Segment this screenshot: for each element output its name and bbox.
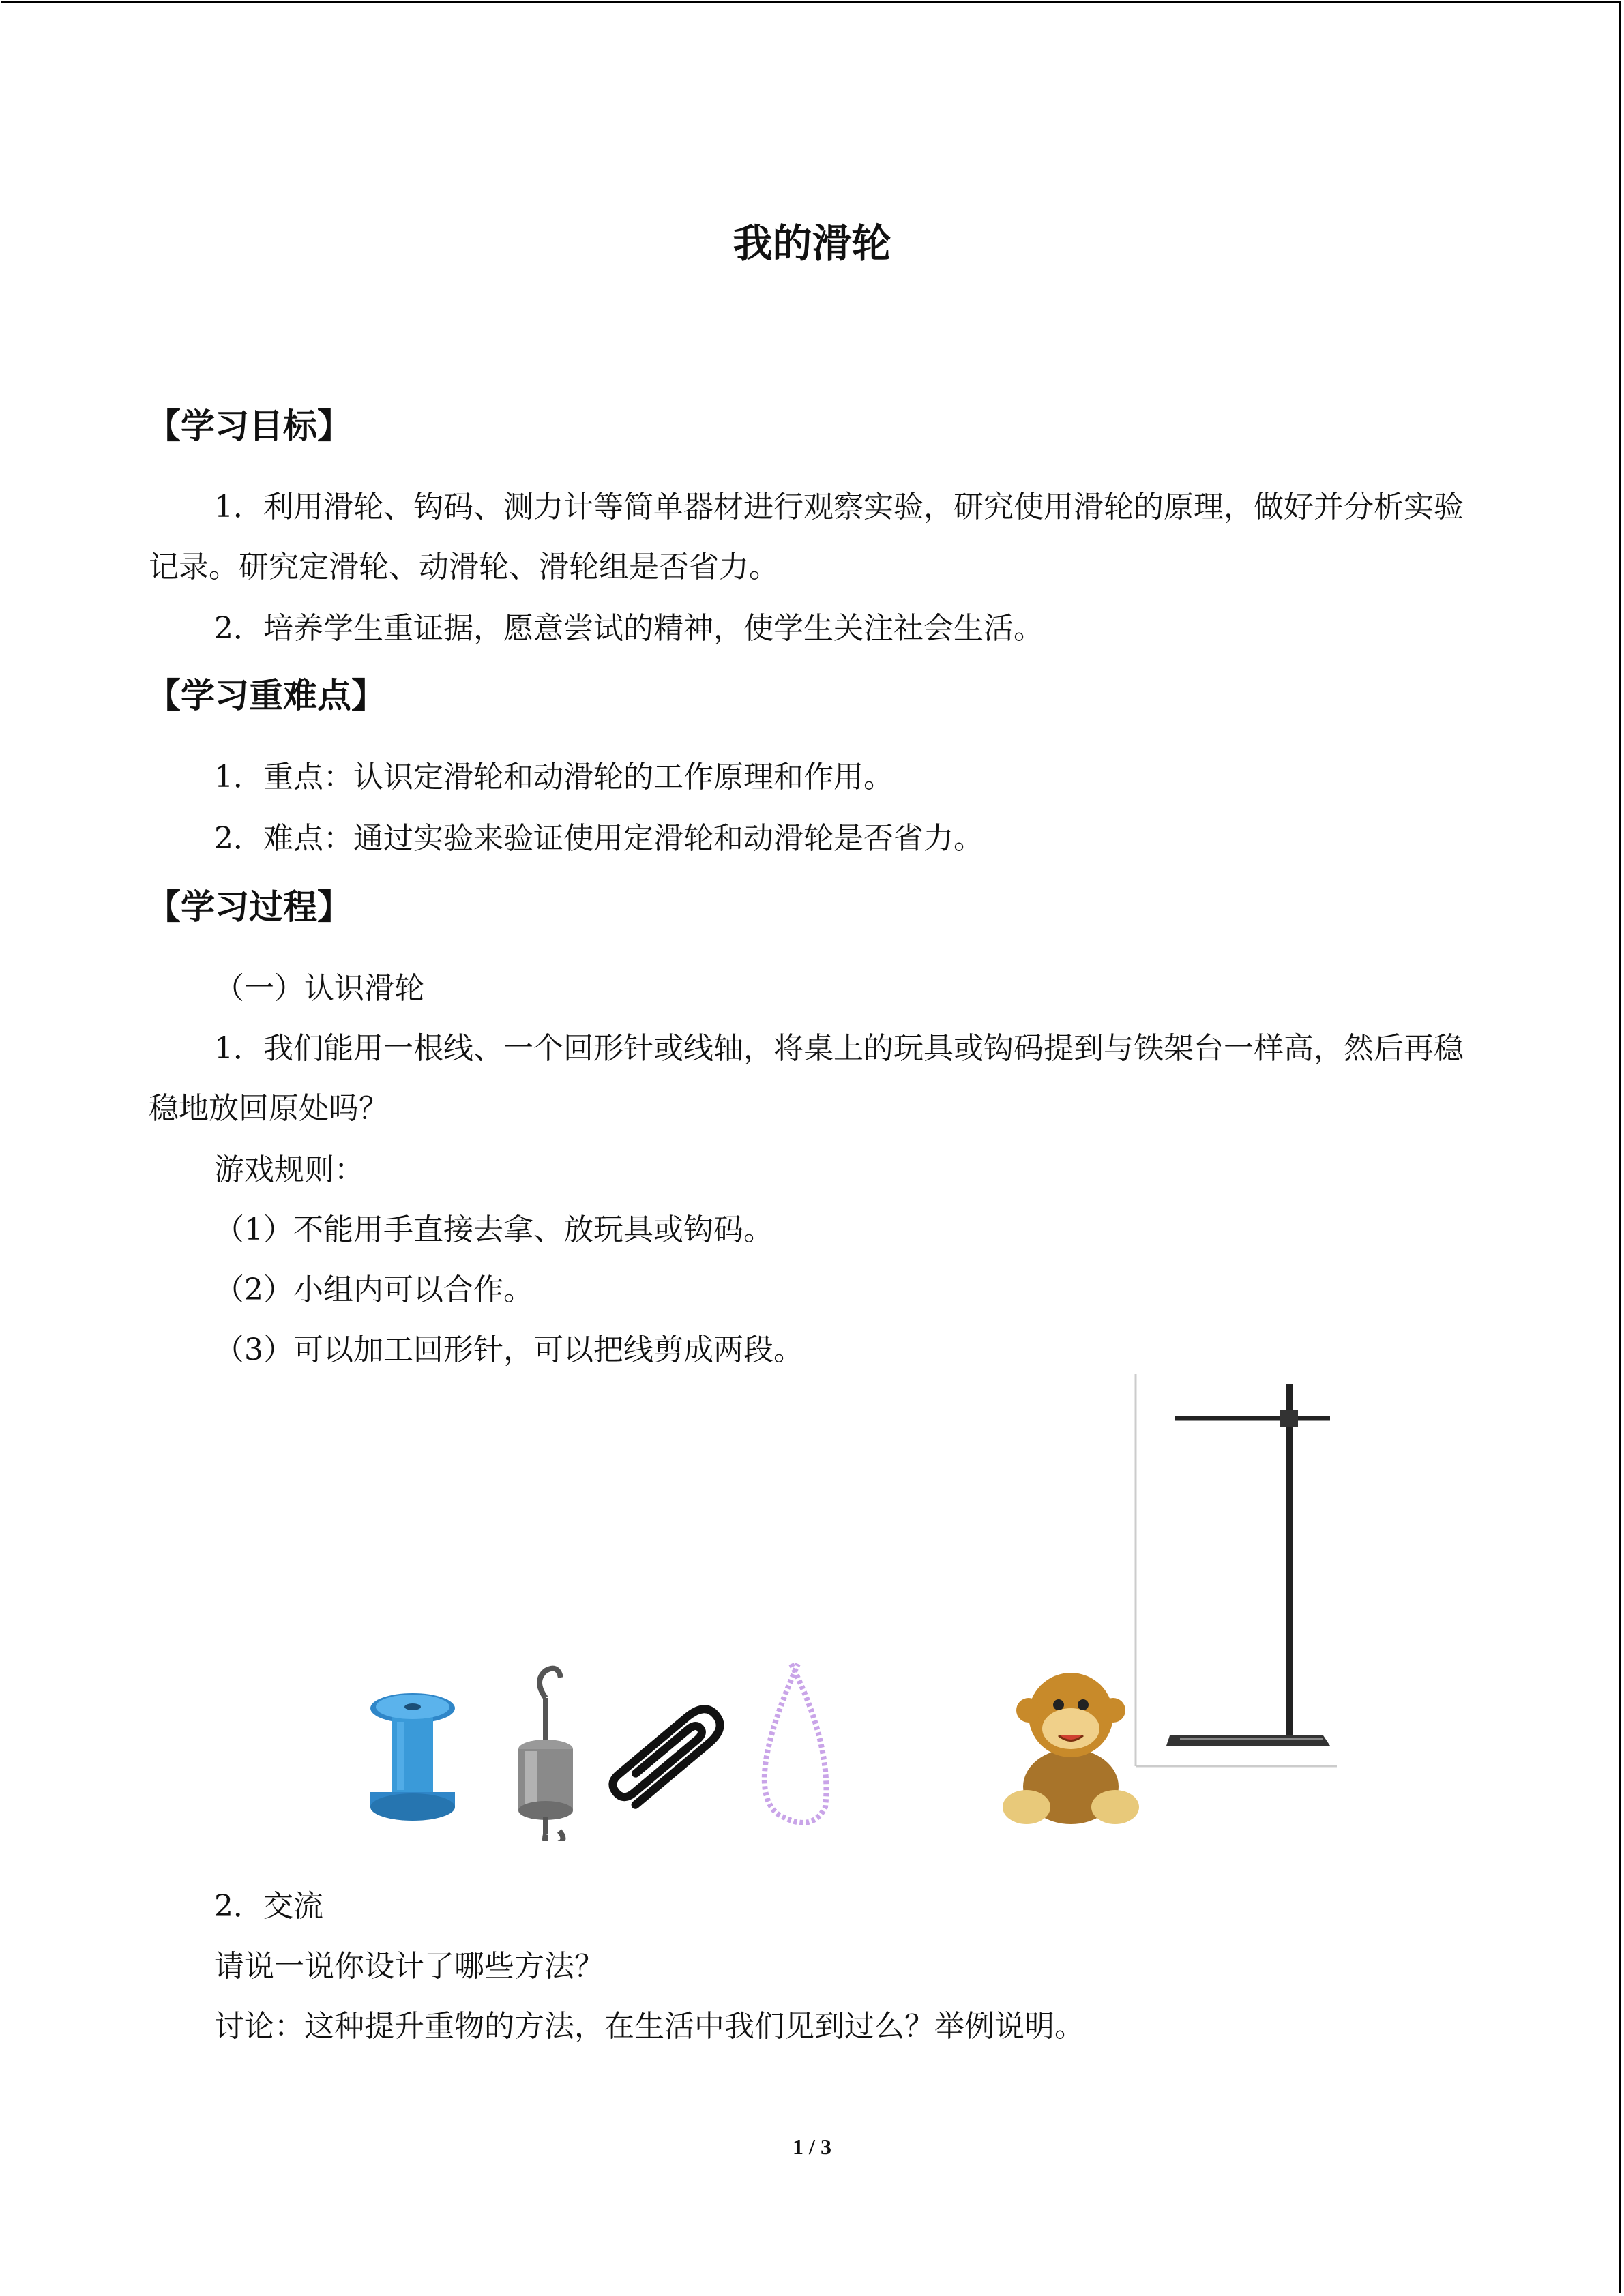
- discussion-text: 讨论：这种提升重物的方法，在生活中我们见到过么？举例说明。: [214, 2009, 1084, 2044]
- process-question-1: 1．我们能用一根线、一个回形针或线轴，将桌上的玩具或钩码提到与铁架台一样高，然后再稳稳地放回原处吗？: [149, 1031, 1464, 1126]
- rules-label: 游戏规则：: [214, 1152, 364, 1187]
- keypoint-item-1: 1．重点：认识定滑轮和动滑轮的工作原理和作用。: [214, 760, 894, 794]
- goal-item-2: 2．培养学生重证据，愿意尝试的精神，使学生关注社会生活。: [214, 611, 1044, 646]
- page-number: 1 / 3: [793, 2134, 831, 2159]
- rule-item-2: （2）小组内可以合作。: [214, 1272, 533, 1307]
- process-question-2: 2．交流: [214, 1889, 323, 1924]
- paperclip-icon: [608, 1702, 727, 1809]
- spool-icon: [370, 1693, 455, 1821]
- page-title: 我的滑轮: [733, 220, 891, 267]
- rule-item-1: （1）不能用手直接去拿、放玩具或钩码。: [214, 1212, 773, 1247]
- prompt-text: 请说一说你设计了哪些方法？: [214, 1949, 604, 1984]
- process-subheading: （一）认识滑轮: [214, 971, 424, 1006]
- goal-item-1: 1．利用滑轮、钩码、测力计等简单器材进行观察实验，研究使用滑轮的原理，做好并分析实验记录。研究定滑轮、动滑轮、滑轮组是否省力。: [149, 490, 1464, 584]
- experiment-figure: [355, 1364, 1350, 1841]
- heading-process: 【学习过程】: [147, 887, 351, 927]
- string-icon: [733, 1664, 826, 1823]
- heading-goals: 【学习目标】: [147, 406, 351, 446]
- monkey-toy-icon: [1003, 1673, 1139, 1824]
- iron-stand-icon: [1136, 1374, 1337, 1766]
- rule-item-3: （3）可以加工回形针，可以把线剪成两段。: [214, 1332, 803, 1367]
- keypoint-item-2: 2．难点：通过实验来验证使用定滑轮和动滑轮是否省力。: [214, 821, 984, 856]
- hook-weight-icon: [518, 1669, 573, 1841]
- heading-keypoints: 【学习重难点】: [147, 676, 385, 715]
